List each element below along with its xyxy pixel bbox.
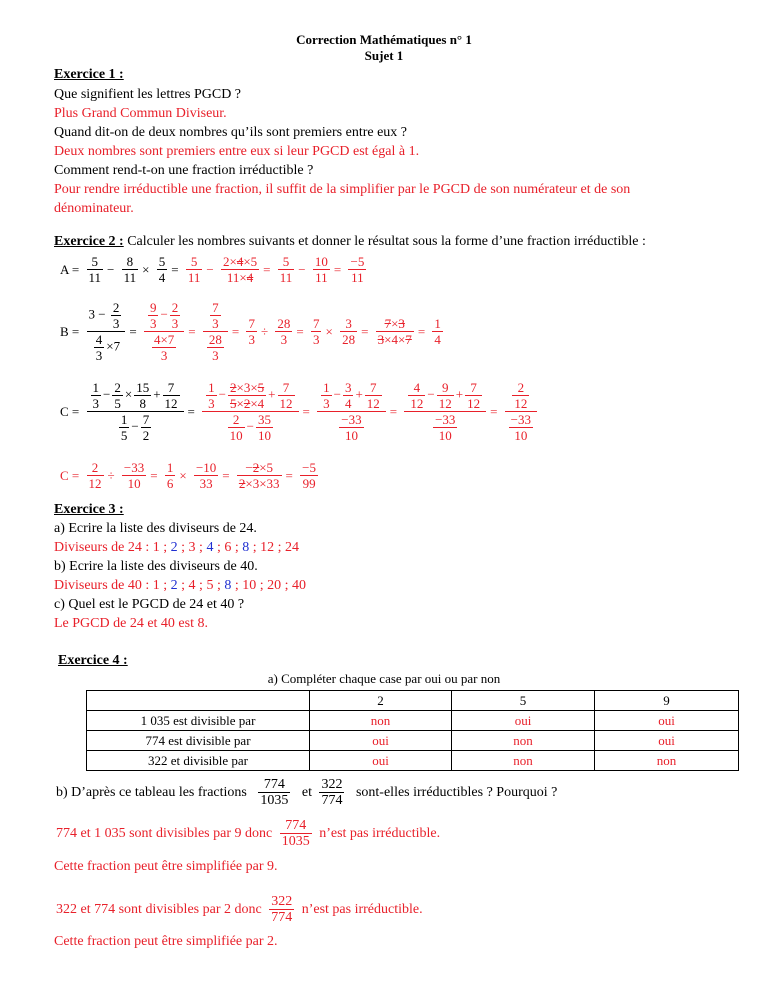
ex3-answer-c: Le PGCD de 24 et 40 est 8. <box>54 616 208 631</box>
ex4-answer-1: 774 et 1 035 sont divisibles par 9 donc $\frac{774}{1035}$ n’est pas irréductible. <box>56 818 441 849</box>
page-title: Correction Mathématiques n° 1 <box>296 32 472 47</box>
divisor-40: 5 <box>206 578 214 593</box>
table-row <box>87 711 739 731</box>
ex3-answer-a: Diviseurs de 24 : 1 ; 2 ; 3 ; 4 ; 6 ; 8 ; 12 ; 24 <box>54 540 299 555</box>
table-cell: oui <box>595 711 739 731</box>
divisor-40: 8 <box>224 578 232 593</box>
table-row <box>87 751 739 771</box>
ex1-question-3: Comment rend-t-on une fraction irréductible ? <box>54 163 314 178</box>
formula-a: A = $\frac{5}{11}$ − $\frac{8}{11}$ × $\frac{5}{4}$ = $\frac{5}{11}$ − $\frac{2\times 4\times 5}{11\times 4}$ = $\frac{5}{11}$ − $\frac{10}{11}$ = $\frac{-5}{11}$ <box>60 254 365 285</box>
ex4-answer-1-prefix: 774 et 1 035 sont divisibles par 9 donc <box>56 825 273 841</box>
exercise-1-heading: Exercice 1 : <box>54 67 124 82</box>
ex4-question-a: a) Compléter chaque case par oui ou par non <box>267 671 501 686</box>
ex3-question-c: c) Quel est le PGCD de 24 et 40 ? <box>54 597 245 612</box>
ex2-instruction: Calculer les nombres suivants et donner le résultat sous la forme d’une fraction irréductible : <box>123 234 646 249</box>
divisor-40: 1 <box>152 578 160 593</box>
table-row <box>87 731 739 751</box>
formula-c-1: C = $\frac{1}{3}$ − $\frac{2}{5}$ × $\frac{15}{8}$ + $\frac{7}{12}$ $\frac{1}{5}$ − $\frac{7}{2}$ = $\frac{1}{3}$ − $\frac{2\times 3\times 5}{5\times 2\times 4}$ + $\frac{7}{12}$ $\frac{2}{10}$ − $\frac{35}{10}$ = $\frac{1}{3}$ − $\frac{3}{4}$ + $\frac{7}{12}$ $\frac{-33}{10}$ = $\frac{4}{12}$ − $\frac{9}{12}$ + $\frac{7}{12}$ $\frac{-33}{10}$ = $\frac{\frac{2}{12}}{\frac{-33}{10}}$ <box>58 380 539 443</box>
ex4-answer-2: 322 et 774 sont divisibles par 2 donc $\frac{322}{774}$ n’est pas irréductible. <box>56 894 423 925</box>
table-header-cell: 2 <box>310 691 452 711</box>
table-cell: oui <box>595 731 739 751</box>
exercise-2-heading: Exercice 2 : <box>54 234 124 249</box>
divisor-40: 10 <box>242 578 257 593</box>
ex1-answer-3-line2: dénominateur. <box>54 201 134 216</box>
divisor-24: 24 <box>285 540 299 555</box>
ex4-question-b-and: et <box>301 784 312 800</box>
divisor-40: 4 <box>188 578 196 593</box>
ex1-answer-2: Deux nombres sont premiers entre eux si leur PGCD est égal à 1. <box>54 144 420 159</box>
ex4-answer-2-suffix: n’est pas irréductible. <box>301 901 423 917</box>
formula-b: B = 3 − $\frac{2}{3}$ $\frac{4}{3}$ ×7 = $\frac{9}{3}$ − $\frac{2}{3}$ $\frac{4\times 7}{3}$ = $\frac{\frac{7}{3}}{\frac{28}{3}}$ = $\frac{7}{3}$ ÷ $\frac{28}{3}$ = $\frac{7}{3}$ × $\frac{3}{28}$ = $\frac{7\times 3}{3\times 4\times 7}$ = $\frac{1}{4}$ <box>60 300 441 363</box>
table-header-cell: 9 <box>595 691 739 711</box>
formula-c-2: C = $\frac{2}{12}$ ÷ $\frac{-33}{10}$ = $\frac{1}{6}$ × $\frac{-10}{33}$ = $\frac{-2\times 5}{2\times 3\times 33}$ = $\frac{-5}{99}$ <box>60 460 316 491</box>
exercise-3-heading: Exercice 3 : <box>54 502 124 517</box>
ex1-question-1: Que signifient les lettres PGCD ? <box>54 87 242 102</box>
ex3-answer-b: Diviseurs de 40 : 1 ; 2 ; 4 ; 5 ; 8 ; 10 ; 20 ; 40 <box>54 578 306 593</box>
divisor-24: 2 <box>170 540 178 555</box>
ex4-question-b-suffix: sont-elles irréductibles ? Pourquoi ? <box>355 784 558 800</box>
divisor-24: 6 <box>224 540 232 555</box>
table-header-cell: 5 <box>452 691 595 711</box>
table-header-cell <box>87 691 310 711</box>
divisor-40: 40 <box>292 578 306 593</box>
ex4-question-b-prefix: b) D’après ce tableau les fractions <box>56 784 247 800</box>
exercise-4-heading: Exercice 4 : <box>58 653 128 668</box>
table-cell: oui <box>452 711 595 731</box>
ex4-answer-2-prefix: 322 et 774 sont divisibles par 2 donc <box>56 901 262 917</box>
divisor-24: 3 <box>188 540 196 555</box>
table-cell: non <box>595 751 739 771</box>
table-cell: non <box>452 731 595 751</box>
page-subtitle: Sujet 1 <box>364 48 404 63</box>
table-cell: oui <box>310 751 452 771</box>
divisor-24: 8 <box>242 540 250 555</box>
table-cell: oui <box>310 731 452 751</box>
ex3-answer-b-prefix: Diviseurs de 40 : <box>54 578 153 593</box>
divisor-40: 2 <box>170 578 178 593</box>
table-row-label: 1 035 est divisible par <box>87 711 310 731</box>
ex1-answer-1: Plus Grand Commun Diviseur. <box>54 106 227 121</box>
ex3-answer-a-prefix: Diviseurs de 24 : <box>54 540 153 555</box>
table-row-label: 774 est divisible par <box>87 731 310 751</box>
ex3-question-b: b) Ecrire la liste des diviseurs de 40. <box>54 559 258 574</box>
divisor-24: 1 <box>152 540 160 555</box>
table-row-label: 322 et divisible par <box>87 751 310 771</box>
ex4-answer-1-note: Cette fraction peut être simplifiée par 9. <box>54 859 278 874</box>
divisor-40: 20 <box>267 578 282 593</box>
ex4-question-b: b) D’après ce tableau les fractions $\frac{774}{1035}$ et $\frac{322}{774}$ sont-elles irréductibles ? Pourquoi ? <box>56 777 558 808</box>
divisibility-table <box>86 690 739 771</box>
exercise-2-instruction-line <box>54 233 646 251</box>
table-cell: non <box>452 751 595 771</box>
ex3-question-a: a) Ecrire la liste des diviseurs de 24. <box>54 521 257 536</box>
ex1-question-2: Quand dit-on de deux nombres qu’ils sont premiers entre eux ? <box>54 125 408 140</box>
ex4-answer-2-note: Cette fraction peut être simplifiée par 2. <box>54 934 278 949</box>
divisor-24: 12 <box>260 540 275 555</box>
ex4-answer-1-suffix: n’est pas irréductible. <box>319 825 441 841</box>
table-cell: non <box>310 711 452 731</box>
ex1-answer-3-line1: Pour rendre irréductible une fraction, il suffit de la simplifier par le PGCD de son numérateur et de son <box>54 182 631 197</box>
divisor-24: 4 <box>206 540 214 555</box>
table-header-row <box>87 691 739 711</box>
